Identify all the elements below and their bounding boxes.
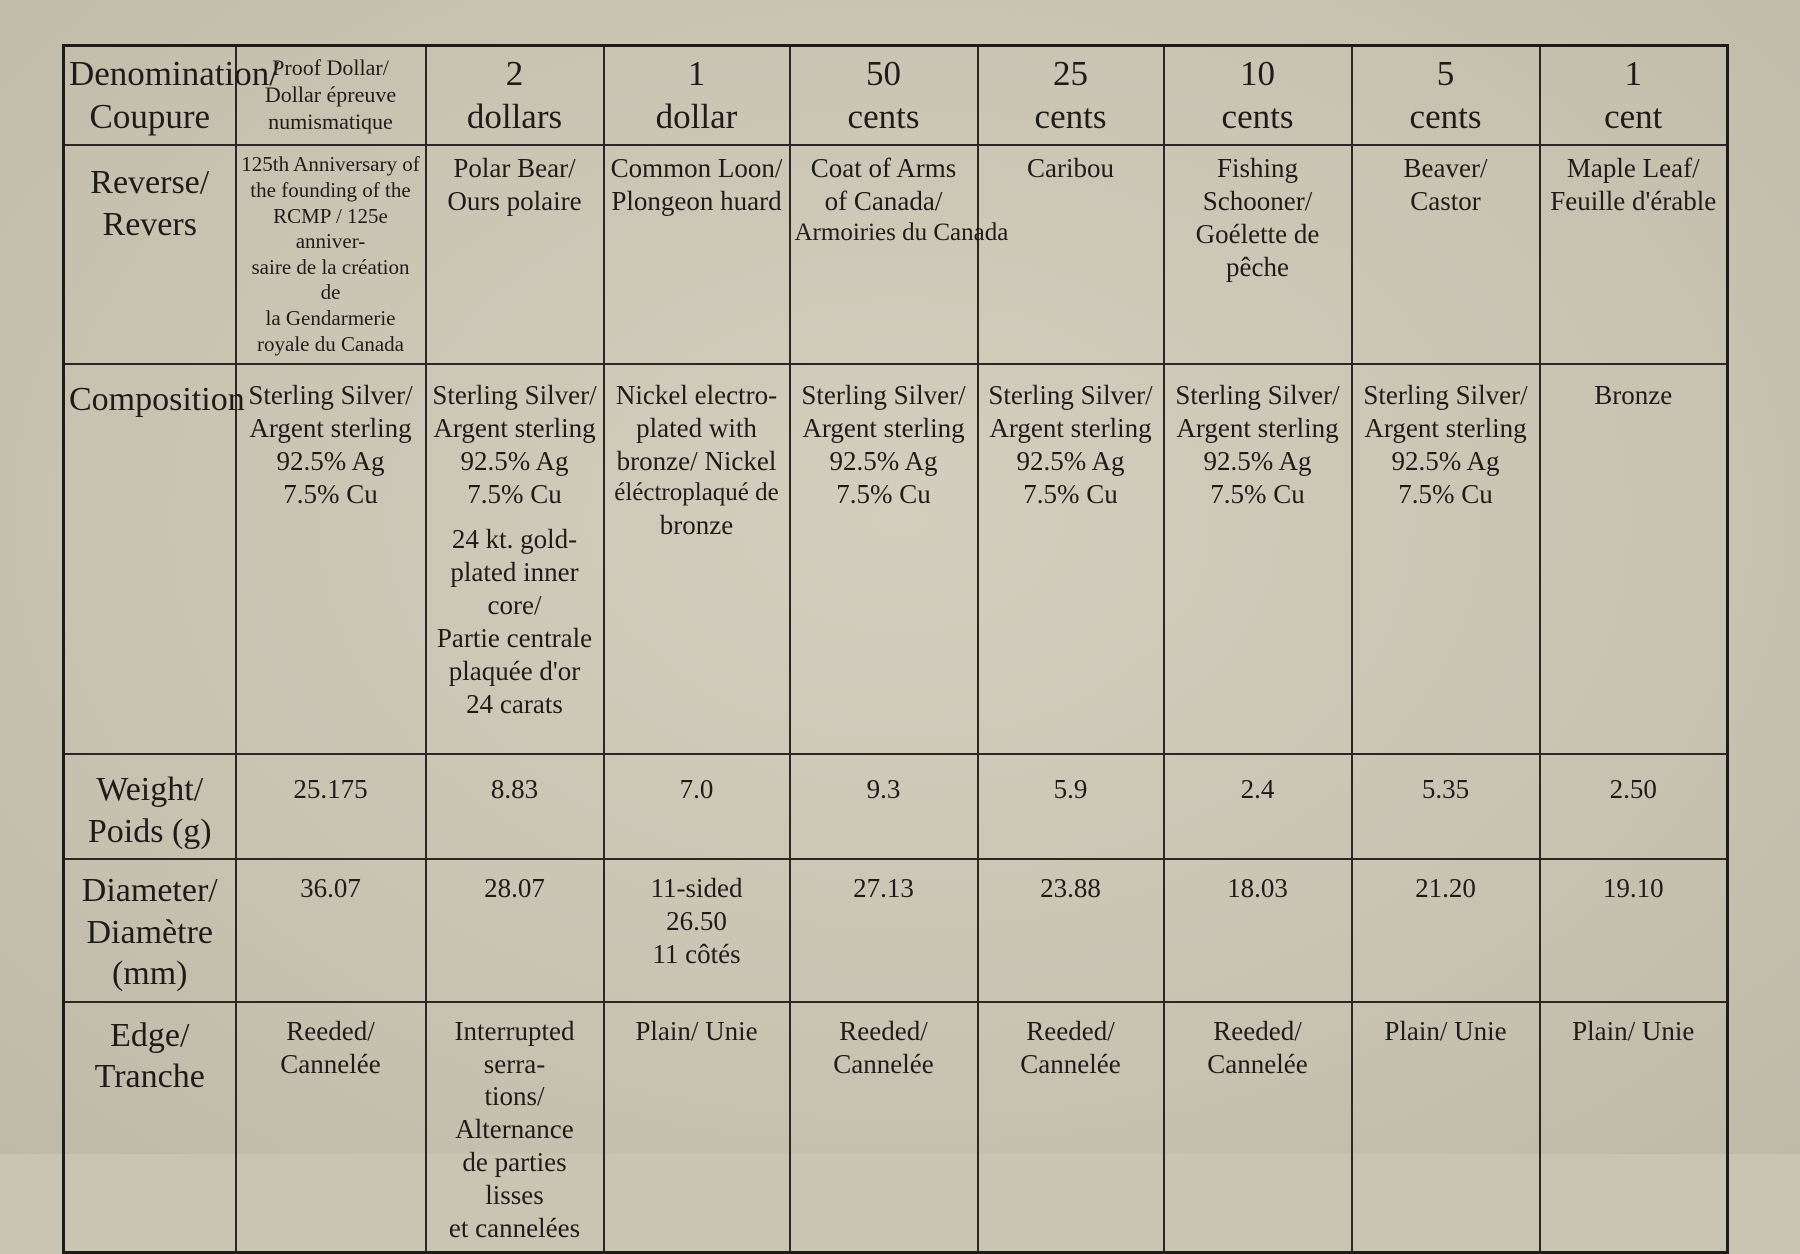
edge-cell-5-cents: Plain/ Unie xyxy=(1352,1002,1540,1253)
reverse-row xyxy=(64,145,1728,364)
edge-row xyxy=(64,1002,1728,1253)
denomination-row xyxy=(64,46,1728,146)
composition-cell-proof-dollar: Sterling Silver/ Argent sterling 92.5% Ag 7.5% Cu xyxy=(236,364,426,754)
edge-cell-1-cent: Plain/ Unie xyxy=(1540,1002,1728,1253)
coin-specifications-table xyxy=(62,44,1729,1254)
denomination-cell-1-cent: 1 cent xyxy=(1540,46,1728,146)
reverse-cell-1-cent: Maple Leaf/ Feuille d'érable xyxy=(1540,145,1728,364)
composition-row xyxy=(64,364,1728,754)
reverse-cell-50-cents: Coat of Arms of Canada/ Armoiries du Canada xyxy=(790,145,978,364)
weight-cell-2-dollars: 8.83 xyxy=(426,754,604,859)
diameter-cell-1-dollar: 11-sided 26.50 11 côtés xyxy=(604,859,790,1001)
composition-cell-25-cents: Sterling Silver/ Argent sterling 92.5% Ag 7.5% Cu xyxy=(978,364,1164,754)
denomination-cell-25-cents: 25 cents xyxy=(978,46,1164,146)
reverse-cell-10-cents: Fishing Schooner/ Goélette de pêche xyxy=(1164,145,1352,364)
composition-cell-1-cent: Bronze xyxy=(1540,364,1728,754)
composition-cell-5-cents: Sterling Silver/ Argent sterling 92.5% Ag 7.5% Cu xyxy=(1352,364,1540,754)
row-label-composition: Composition xyxy=(64,364,236,754)
row-label-reverse: Reverse/ Revers xyxy=(64,145,236,364)
edge-cell-50-cents: Reeded/ Cannelée xyxy=(790,1002,978,1253)
weight-row xyxy=(64,754,1728,859)
row-label-weight: Weight/ Poids (g) xyxy=(64,754,236,859)
row-label-diameter: Diameter/ Diamètre (mm) xyxy=(64,859,236,1001)
denomination-cell-5-cents: 5 cents xyxy=(1352,46,1540,146)
denomination-cell-50-cents: 50 cents xyxy=(790,46,978,146)
edge-cell-25-cents: Reeded/ Cannelée xyxy=(978,1002,1164,1253)
edge-cell-proof-dollar: Reeded/ Cannelée xyxy=(236,1002,426,1253)
diameter-cell-2-dollars: 28.07 xyxy=(426,859,604,1001)
composition-cell-50-cents: Sterling Silver/ Argent sterling 92.5% Ag 7.5% Cu xyxy=(790,364,978,754)
weight-cell-1-cent: 2.50 xyxy=(1540,754,1728,859)
weight-cell-proof-dollar: 25.175 xyxy=(236,754,426,859)
weight-cell-50-cents: 9.3 xyxy=(790,754,978,859)
diameter-cell-proof-dollar: 36.07 xyxy=(236,859,426,1001)
denomination-cell-1-dollar: 1 dollar xyxy=(604,46,790,146)
reverse-cell-5-cents: Beaver/ Castor xyxy=(1352,145,1540,364)
diameter-row xyxy=(64,859,1728,1001)
denomination-cell-10-cents: 10 cents xyxy=(1164,46,1352,146)
composition-cell-2-dollars: Sterling Silver/ Argent sterling 92.5% Ag 7.5% Cu 24 kt. gold- plated inner core/ Partie centrale plaquée d'or 24 carats xyxy=(426,364,604,754)
reverse-cell-25-cents: Caribou xyxy=(978,145,1164,364)
edge-cell-2-dollars: Interrupted serra- tions/ Alternance de parties lisses et cannelées xyxy=(426,1002,604,1253)
composition-extra-gold-core: 24 kt. gold- plated inner core/ Partie centrale plaquée d'or 24 carats xyxy=(436,524,593,719)
diameter-cell-1-cent: 19.10 xyxy=(1540,859,1728,1001)
composition-cell-1-dollar: Nickel electro- plated with bronze/ Nickel éléctroplaqué de bronze xyxy=(604,364,790,754)
diameter-cell-25-cents: 23.88 xyxy=(978,859,1164,1001)
row-label-text: Denomination/ Coupure xyxy=(69,54,279,136)
weight-cell-10-cents: 2.4 xyxy=(1164,754,1352,859)
diameter-cell-50-cents: 27.13 xyxy=(790,859,978,1001)
reverse-cell-1-dollar: Common Loon/ Plongeon huard xyxy=(604,145,790,364)
weight-cell-1-dollar: 7.0 xyxy=(604,754,790,859)
weight-cell-25-cents: 5.9 xyxy=(978,754,1164,859)
weight-cell-5-cents: 5.35 xyxy=(1352,754,1540,859)
denomination-cell-proof-dollar: Proof Dollar/ Dollar épreuve numismatique xyxy=(236,46,426,146)
row-label-denomination xyxy=(64,46,279,146)
row-label-edge: Edge/ Tranche xyxy=(64,1002,236,1253)
reverse-cell-2-dollars: Polar Bear/ Ours polaire xyxy=(426,145,604,364)
composition-cell-10-cents: Sterling Silver/ Argent sterling 92.5% Ag 7.5% Cu xyxy=(1164,364,1352,754)
diameter-cell-10-cents: 18.03 xyxy=(1164,859,1352,1001)
edge-cell-10-cents: Reeded/ Cannelée xyxy=(1164,1002,1352,1253)
diameter-cell-5-cents: 21.20 xyxy=(1352,859,1540,1001)
denomination-cell-2-dollars: 2 dollars xyxy=(426,46,604,146)
edge-cell-1-dollar: Plain/ Unie xyxy=(604,1002,790,1253)
reverse-cell-proof-dollar: 125th Anniversary of the founding of the RCMP / 125e anniver- saire de la création de la Gendarmerie royale du Canada xyxy=(236,145,426,364)
